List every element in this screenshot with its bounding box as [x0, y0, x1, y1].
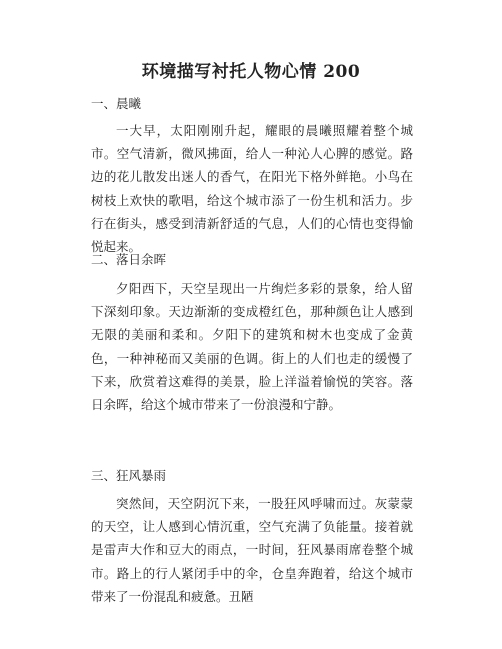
section-heading-sunset: 二、落日余晖	[91, 252, 167, 267]
section-body-storm: 突然间，天空阴沉下来，一股狂风呼啸而过。灰蒙蒙的天空，让人感到心情沉重，空气充满了负能量。接着就是雷声大作和豆大的雨点，一时间，狂风暴雨席卷整个城市。路上的行人紧闭手中的伞，仓皇奔跑着，给这个城市带来了一份混乱和疲惫。丑陋	[91, 496, 413, 604]
section-heading-dawn: 一、晨曦	[91, 96, 142, 111]
section-body-dawn: 一大早，太阳刚刚升起，耀眼的晨曦照耀着整个城市。空气清新，微风拂面，给人一种沁人心脾的感觉。路边的花儿散发出迷人的香气，在阳光下格外鲜艳。小鸟在树枝上欢快的歌唱，给这个城市添了一份生机和活力。步行在街头，感受到清新舒适的气息，人们的心情也变得愉悦起来。	[91, 123, 413, 255]
section-heading-storm: 三、狂风暴雨	[91, 468, 167, 483]
document-title: 环境描写衬托人物心情 200	[141, 62, 361, 82]
section-body-sunset: 夕阳西下，天空呈现出一片绚烂多彩的景象，给人留下深刻印象。天边渐渐的变成橙红色，那种颜色让人感到无限的美丽和柔和。夕阳下的建筑和树木也变成了金黄色，一种神秘而又美丽的色调。街上的人们也走的缓慢了下来，欣赏着这难得的美景，脸上洋溢着愉悦的笑容。落日余晖，给这个城市带来了一份浪漫和宁静。	[91, 281, 413, 413]
